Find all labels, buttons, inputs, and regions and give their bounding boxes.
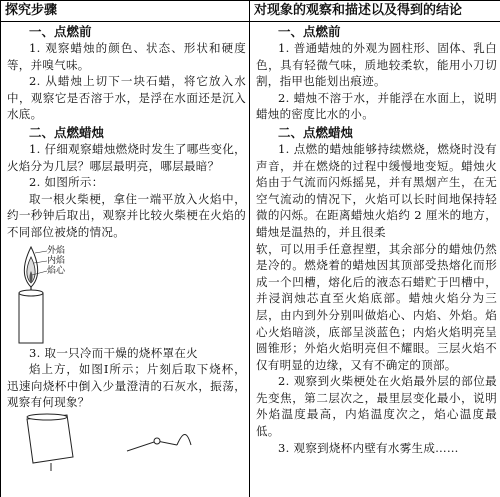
flame-label-inner: 内焰 [47,255,66,266]
header-observations: 对现象的观察和描述以及得到的结论 [250,1,500,22]
section-before-lighting-title: 一、点燃前 [278,24,341,39]
observation-text: 软，可以用手任意捏塑，其余部分的蜡烛仍然是冷的。燃烧着的蜡烛因其顶部受热熔化而形成一个凹槽，熔化后的液态石蜡贮于凹槽中，并浸润烛芯直至火焰底部。蜡烛火焰分为三层，由内到外分别叫做焰心、内焰、外焰。焰心火焰暗淡，底部呈淡蓝色；内焰火焰明亮呈圆锥形；外焰火焰明亮但不耀眼。三层火焰不仅有明显的边缘，又有不确定的顶部。 [256,241,497,372]
observation-text: 1. 点燃的蜡烛能够持续燃烧，燃烧时没有声音，并在燃烧的过程中缓慢地变短。蜡烛火焰由于气流而闪烁摇晃，并有黑烟产生，在无空气流动的情况下，火焰可以长时间地保持轻微的闪烁。在距离蜡烛火焰约 2 厘米的地方，蜡烛是温热的，并且很柔 [256,141,497,239]
step-text: 2. 从蜡烛上切下一块石蜡，将它放入水中，观察它是否溶于水，是浮在水面还是沉入水底。 [7,74,246,122]
step-text: 取一根火柴梗，拿住一端平放入火焰中，约一秒钟后取出，观察并比较火柴梗在火焰的不同部位被烧的情况。 [7,191,246,239]
observation-text: 2. 蜡烛不溶于水，并能浮在水面上，说明蜡烛的密度比水的小。 [256,90,497,122]
step-text: 焰上方，如图Ⅰ所示；片刻后取下烧杯，迅速向烧杯中倒入少量澄清的石灰水，振荡，观察有何现象？ [7,362,246,410]
section-before-lighting-title: 一、点燃前 [29,24,92,39]
header-steps: 探究步骤 [1,1,250,22]
observations-cell [250,22,500,497]
section-lighting-title: 二、点燃蜡烛 [29,124,105,140]
beaker-illustration [7,411,246,471]
beaker-drawing [7,411,247,471]
flame-label-core: 焰心 [47,265,66,276]
step-text: 1. 观察蜡烛的颜色、状态、形状和硬度等，并嗅气味。 [7,41,246,72]
step-text: 3. 取一只冷而干燥的烧杯罩在火 [29,345,198,360]
steps-cell [1,22,250,497]
observation-text: 1. 普通蜡烛的外观为圆柱形、固体、乳白色，具有轻微气味，质地较柔软，能用小刀切割，指甲也能划出痕迹。 [256,41,497,89]
candle-flame-illustration [7,241,246,345]
observation-text: 3. 观察到烧杯内壁有水雾生成…… [278,440,459,455]
step-text: 1. 仔细观察蜡烛燃烧时发生了哪些变化，火焰分为几层？哪层最明亮，哪层最暗？ [7,141,246,173]
table-header-row [1,1,500,22]
observation-text: 2. 观察到火柴梗处在火焰最外层的部位最先变焦，第二层次之，最里层变化最小，说明外焰温度最高，内焰温度次之，焰心温度最低。 [256,374,497,439]
step-text: 2. 如图所示： [29,175,104,190]
flame-label-outer: 外焰 [47,245,66,256]
table-body-row [1,22,500,497]
section-lighting-title: 二、点燃蜡烛 [278,124,354,140]
